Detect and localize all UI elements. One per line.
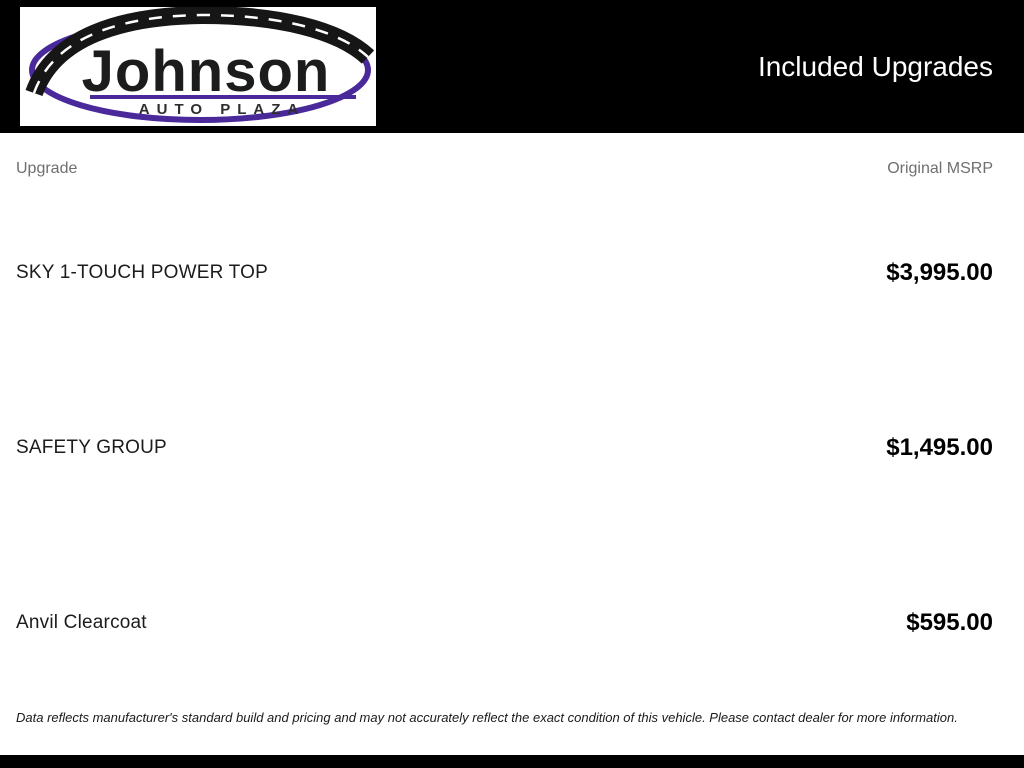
johnson-auto-plaza-logo-graphic xyxy=(20,7,376,126)
footer-bar xyxy=(0,755,1024,768)
header-bar xyxy=(0,0,1024,133)
upgrade-row xyxy=(16,431,993,465)
logo-tagline-text: AUTO PLAZA xyxy=(138,101,306,118)
upgrade-row xyxy=(16,256,993,290)
logo-brand-text: Johnson xyxy=(81,39,331,104)
column-header-original-msrp: Original MSRP xyxy=(887,160,993,177)
upgrade-row xyxy=(16,606,993,640)
dealer-logo xyxy=(20,7,376,126)
page-title: Included Upgrades xyxy=(757,51,993,82)
column-header-upgrade: Upgrade xyxy=(16,160,78,177)
upgrade-msrp: $595.00 xyxy=(906,609,993,636)
table-column-headers xyxy=(16,160,993,178)
disclaimer-text: Data reflects manufacturer's standard build and pricing and may not accurately reflect the exact condition of this vehicle. Please contact dealer for more information. xyxy=(16,710,958,725)
upgrade-name: SKY 1-TOUCH POWER TOP xyxy=(16,262,268,283)
upgrade-msrp: $3,995.00 xyxy=(886,259,993,286)
upgrade-msrp: $1,495.00 xyxy=(886,434,993,461)
upgrade-name: Anvil Clearcoat xyxy=(16,612,147,633)
upgrade-name: SAFETY GROUP xyxy=(16,437,167,458)
